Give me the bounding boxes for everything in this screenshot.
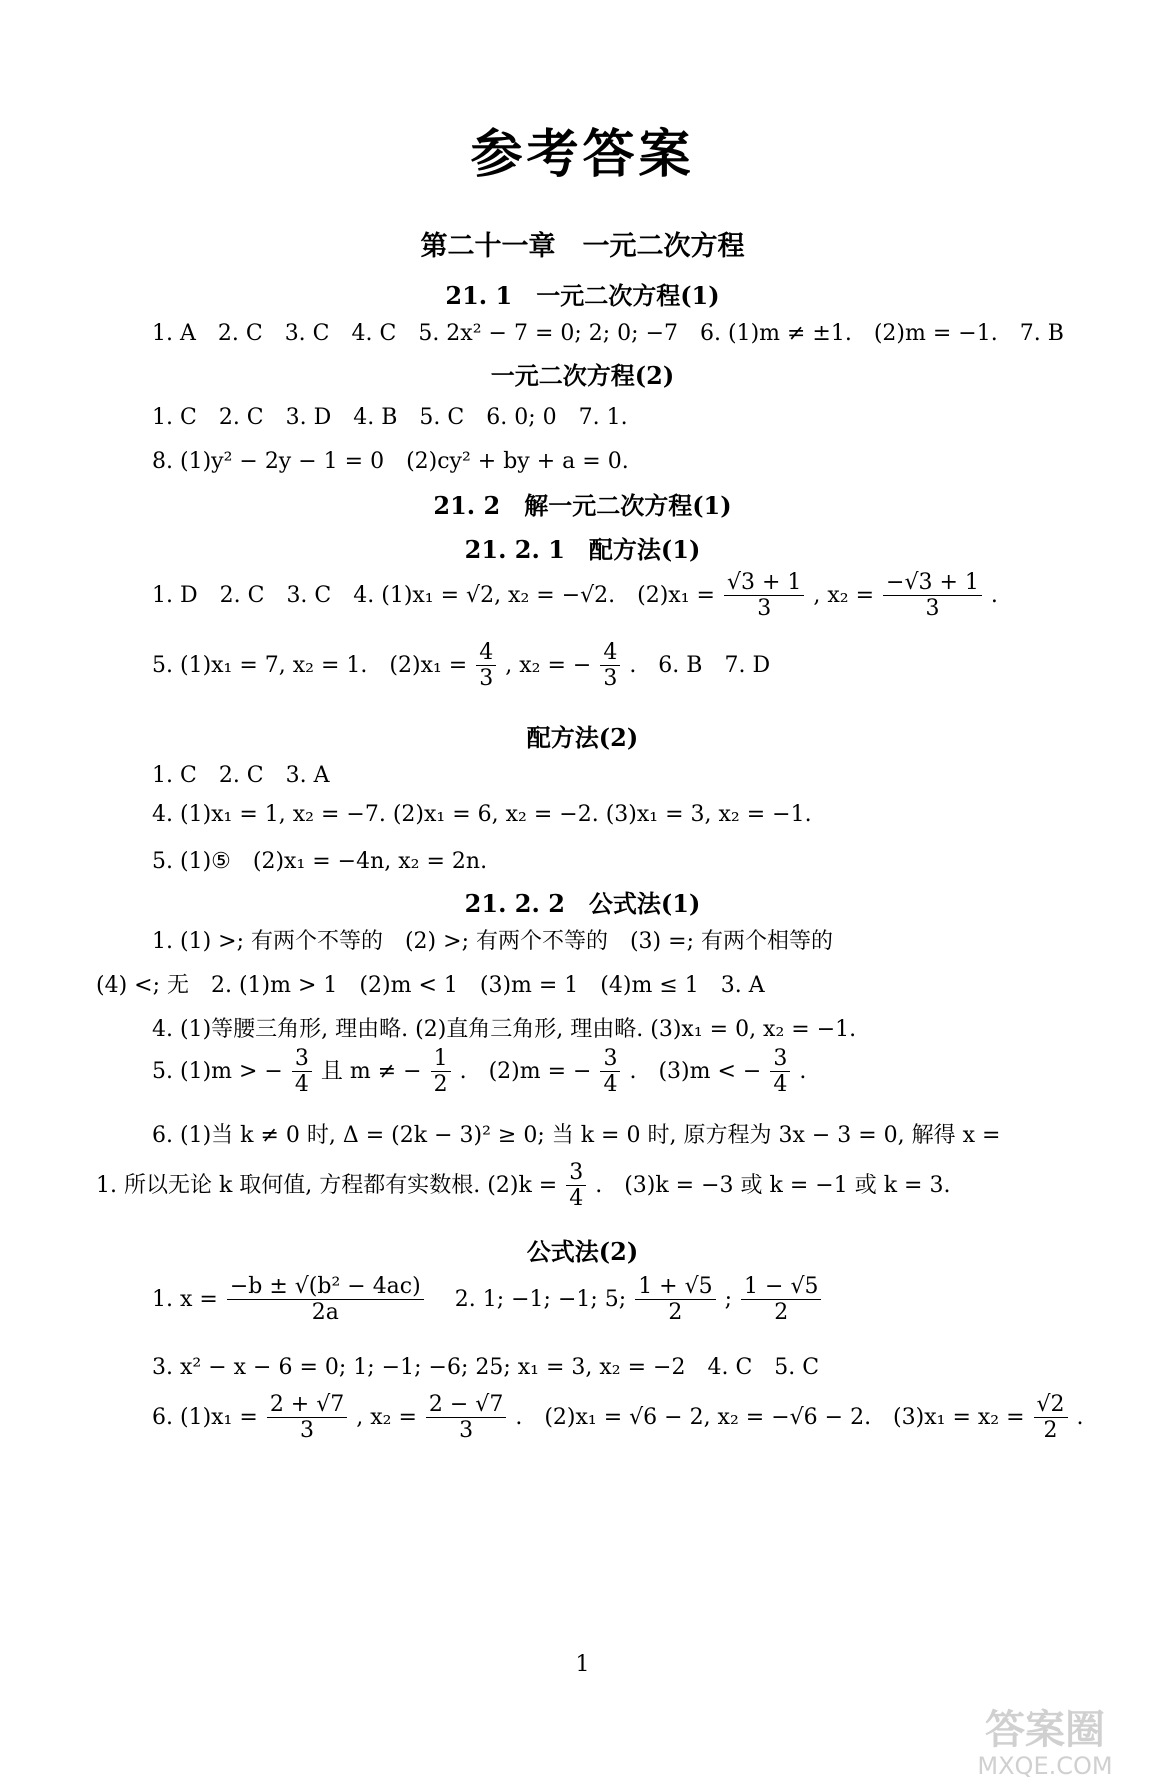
fraction-numerator: −b ± √(b² − 4ac) <box>227 1274 424 1300</box>
fraction <box>1034 1392 1068 1444</box>
answer-line: 8. (1)y² − 2y − 1 = 0 (2)cy² + by + a = 0. <box>152 449 629 474</box>
fraction-denominator: 4 <box>773 1072 788 1098</box>
section-heading: 21. 1 一元二次方程(1) <box>445 281 720 310</box>
answer-text: 6. (1)x₁ = <box>152 1404 258 1430</box>
fraction-denominator: 4 <box>569 1186 584 1212</box>
answer-text: 5. (1)x₁ = 7, x₂ = 1. (2)x₁ = <box>152 652 468 678</box>
section-heading: 一元二次方程(2) <box>490 361 675 390</box>
answer-text: . 6. B 7. D <box>629 652 771 678</box>
fraction <box>476 640 496 692</box>
answer-line <box>152 570 998 622</box>
fraction-numerator: 3 <box>566 1160 586 1186</box>
answer-line: (4) <; 无 2. (1)m > 1 (2)m < 1 (3)m = 1 (4)m ≤ 1 3. A <box>96 973 765 998</box>
fraction <box>883 570 982 622</box>
answer-line <box>152 1274 823 1326</box>
answer-line: 1. (1) >; 有两个不等的 (2) >; 有两个不等的 (3) =; 有两个相等的 <box>152 929 833 954</box>
answer-text: . (3)m < − <box>629 1058 762 1084</box>
answer-text: 1. x = <box>152 1286 218 1312</box>
answer-text: 2. 1; −1; −1; 5; <box>432 1286 627 1312</box>
answer-line: 3. x² − x − 6 = 0; 1; −1; −6; 25; x₁ = 3, x₂ = −2 4. C 5. C <box>152 1355 820 1380</box>
fraction-denominator: 3 <box>757 596 772 622</box>
fraction-denominator: 2 <box>774 1300 789 1326</box>
fraction-numerator: 4 <box>600 640 620 666</box>
fraction-denominator: 3 <box>925 596 940 622</box>
fraction-numerator: 4 <box>476 640 496 666</box>
section-heading: 公式法(2) <box>526 1237 639 1266</box>
fraction <box>227 1274 424 1326</box>
fraction-denominator: 4 <box>603 1072 618 1098</box>
answer-text: . <box>1076 1404 1084 1430</box>
fraction <box>600 640 620 692</box>
answer-text: ; <box>724 1286 733 1312</box>
section-heading: 21. 2 解一元二次方程(1) <box>433 491 732 520</box>
fraction-numerator: 3 <box>600 1046 620 1072</box>
section-heading: 21. 2. 2 公式法(1) <box>464 889 701 918</box>
answer-line: 1. A 2. C 3. C 4. C 5. 2x² − 7 = 0; 2; 0; −7 6. (1)m ≠ ±1. (2)m = −1. 7. B <box>152 321 1064 346</box>
answer-text: . (2)x₁ = √6 − 2, x₂ = −√6 − 2. (3)x₁ = x₂ = <box>515 1404 1025 1430</box>
fraction-denominator: 3 <box>459 1418 474 1444</box>
fraction-numerator: 3 <box>292 1046 312 1072</box>
section-heading: 配方法(2) <box>526 723 639 752</box>
answer-line: 4. (1)x₁ = 1, x₂ = −7. (2)x₁ = 6, x₂ = −2. (3)x₁ = 3, x₂ = −1. <box>152 802 812 827</box>
page-title: 参考答案 <box>470 124 695 185</box>
answer-line <box>152 1046 806 1098</box>
answer-text: 1. 所以无论 k 取何值, 方程都有实数根. (2)k = <box>96 1172 558 1198</box>
fraction-numerator: 1 + √5 <box>635 1274 715 1300</box>
answer-line: 1. C 2. C 3. A <box>152 763 330 788</box>
fraction-numerator: 2 + √7 <box>267 1392 347 1418</box>
fraction <box>635 1274 715 1326</box>
answer-line: 5. (1)⑤ (2)x₁ = −4n, x₂ = 2n. <box>152 849 488 874</box>
answer-line <box>152 1392 1084 1444</box>
watermark-url: MXQE.COM <box>977 1752 1113 1780</box>
answer-text: , x₂ = <box>356 1404 417 1430</box>
answer-text: . <box>799 1058 807 1084</box>
answer-line <box>96 1160 950 1212</box>
answer-text: . (3)k = −3 或 k = −1 或 k = 3. <box>595 1172 951 1198</box>
fraction <box>741 1274 821 1326</box>
fraction <box>600 1046 620 1098</box>
fraction <box>724 570 804 622</box>
fraction-denominator: 3 <box>300 1418 315 1444</box>
answer-text: , x₂ = <box>813 582 875 608</box>
answer-text: . (2)m = − <box>459 1058 592 1084</box>
fraction-numerator: −√3 + 1 <box>883 570 982 596</box>
fraction <box>431 1046 451 1098</box>
section-heading: 21. 2. 1 配方法(1) <box>464 535 701 564</box>
fraction-denominator: 2a <box>311 1300 339 1326</box>
fraction-numerator: 2 − √7 <box>426 1392 506 1418</box>
fraction-denominator: 3 <box>479 666 494 692</box>
fraction-denominator: 2 <box>1043 1418 1058 1444</box>
watermark-logo <box>945 1708 1145 1780</box>
fraction-denominator: 2 <box>433 1072 448 1098</box>
answer-text: , x₂ = − <box>505 652 592 678</box>
fraction <box>292 1046 312 1098</box>
fraction-numerator: √2 <box>1034 1392 1068 1418</box>
fraction-numerator: √3 + 1 <box>724 570 804 596</box>
fraction-denominator: 3 <box>603 666 618 692</box>
chapter-heading: 第二十一章 一元二次方程 <box>420 231 745 262</box>
answer-text: 1. D 2. C 3. C 4. (1)x₁ = √2, x₂ = −√2. (2)x₁ = <box>152 582 715 608</box>
answer-text: . <box>990 582 998 608</box>
fraction <box>566 1160 586 1212</box>
fraction <box>426 1392 506 1444</box>
fraction-numerator: 1 <box>431 1046 451 1072</box>
fraction-denominator: 2 <box>668 1300 683 1326</box>
fraction-numerator: 3 <box>770 1046 790 1072</box>
page-number: 1 <box>575 1652 590 1677</box>
answer-line: 4. (1)等腰三角形, 理由略. (2)直角三角形, 理由略. (3)x₁ = 0, x₂ = −1. <box>152 1017 857 1042</box>
answer-text: 且 m ≠ − <box>320 1058 422 1084</box>
answer-text: 5. (1)m > − <box>152 1058 283 1084</box>
fraction <box>770 1046 790 1098</box>
answer-line <box>152 640 770 692</box>
watermark-text: 答案圈 <box>985 1707 1105 1753</box>
fraction <box>267 1392 347 1444</box>
fraction-denominator: 4 <box>294 1072 309 1098</box>
answer-line: 1. C 2. C 3. D 4. B 5. C 6. 0; 0 7. 1. <box>152 405 628 430</box>
fraction-numerator: 1 − √5 <box>741 1274 821 1300</box>
answer-line: 6. (1)当 k ≠ 0 时, Δ = (2k − 3)² ≥ 0; 当 k = 0 时, 原方程为 3x − 3 = 0, 解得 x = <box>152 1123 1001 1148</box>
